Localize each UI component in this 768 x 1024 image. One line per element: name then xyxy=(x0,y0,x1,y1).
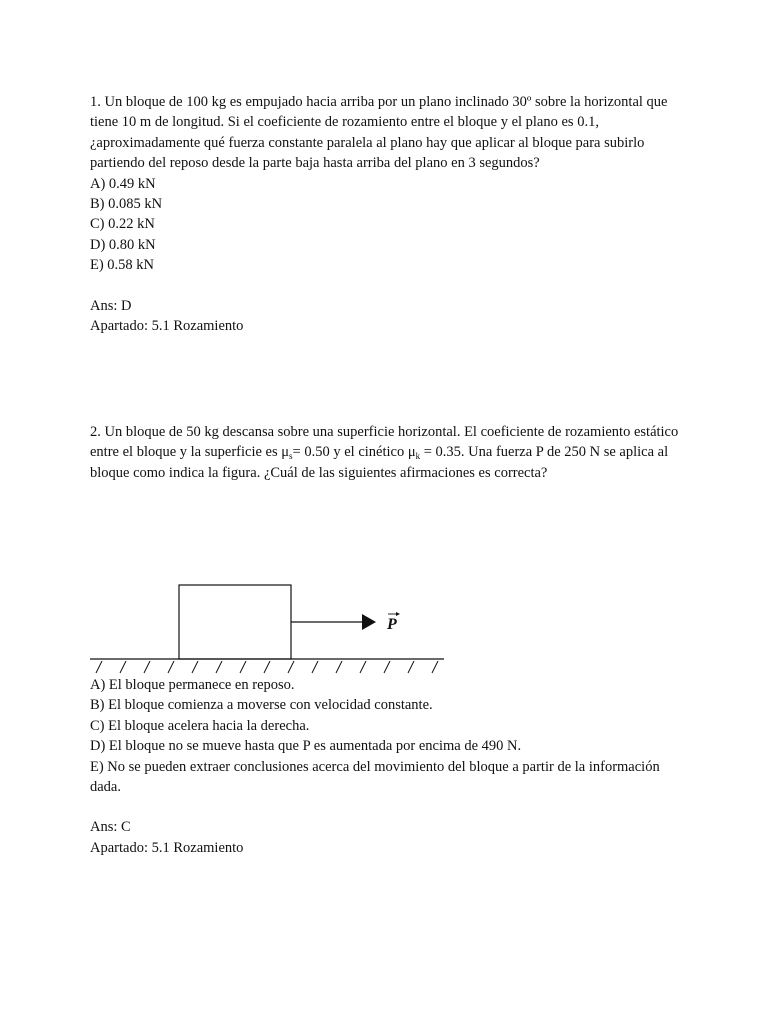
q2-apartado: Apartado: 5.1 Rozamiento xyxy=(90,839,244,856)
mu-symbol-k: μ xyxy=(407,444,416,461)
q1-option-b: B) 0.085 kN xyxy=(90,196,163,213)
ground-hatching xyxy=(96,661,438,673)
question-1-options xyxy=(90,174,690,276)
q1-option-c: C) 0.22 kN xyxy=(90,216,155,233)
mu-symbol-s: μ xyxy=(281,444,290,461)
block-force-figure xyxy=(80,570,460,680)
question-2 xyxy=(90,422,690,483)
force-label: P xyxy=(387,616,397,633)
q1-apartado: Apartado: 5.1 Rozamiento xyxy=(90,318,244,335)
question-2-options-block xyxy=(90,675,690,858)
subscript-k: k xyxy=(415,451,421,462)
q2-option-d: D) El bloque no se mueve hasta que P es aumentada por encima de 490 N. xyxy=(90,738,522,755)
block xyxy=(179,585,291,659)
q2-answer: Ans: C xyxy=(90,819,131,836)
q1-option-a: A) 0.49 kN xyxy=(90,175,156,192)
q2-option-a: A) El bloque permanece en reposo. xyxy=(90,677,295,693)
q1-option-d: D) 0.80 kN xyxy=(90,236,156,253)
force-arrow-head xyxy=(362,614,376,630)
q1-option-e: E) 0.58 kN xyxy=(90,257,155,274)
question-1 xyxy=(90,92,690,336)
question-1-text: 1. Un bloque de 100 kg es empujado hacia arriba por un plano inclinado 30º sobre la horizontal que tiene 10 m de longitud. Si el coeficiente de rozamiento entre el bloque y el plano es 0.1, ¿aproximadamente qué fuerza constante paralela al plano hay que aplicar al bloque para subirlo partiendo del reposo desde la parte baja hasta arriba del plano en 3 segundos? xyxy=(90,94,668,172)
q2-option-c: C) El bloque acelera hacia la derecha. xyxy=(90,717,310,734)
q2-option-e: E) No se pueden extraer conclusiones acerca del movimiento del bloque a partir de la información dada. xyxy=(90,758,660,796)
subscript-s: s xyxy=(289,451,293,462)
q2-option-b: B) El bloque comienza a moverse con velocidad constante. xyxy=(90,697,433,714)
question-2-text: 2. Un bloque de 50 kg descansa sobre una superficie horizontal. El coeficiente de rozamiento estático entre el bloque y la superficie es $\mu_s= 0.50$ y el cinético $\mu_k = 0.35$. Una fuerza P de 250 N se aplica al bloque como indica la figura. ¿Cuál de las siguientes afirmaciones es correcta? xyxy=(90,424,679,481)
q1-answer: Ans: D xyxy=(90,297,132,314)
